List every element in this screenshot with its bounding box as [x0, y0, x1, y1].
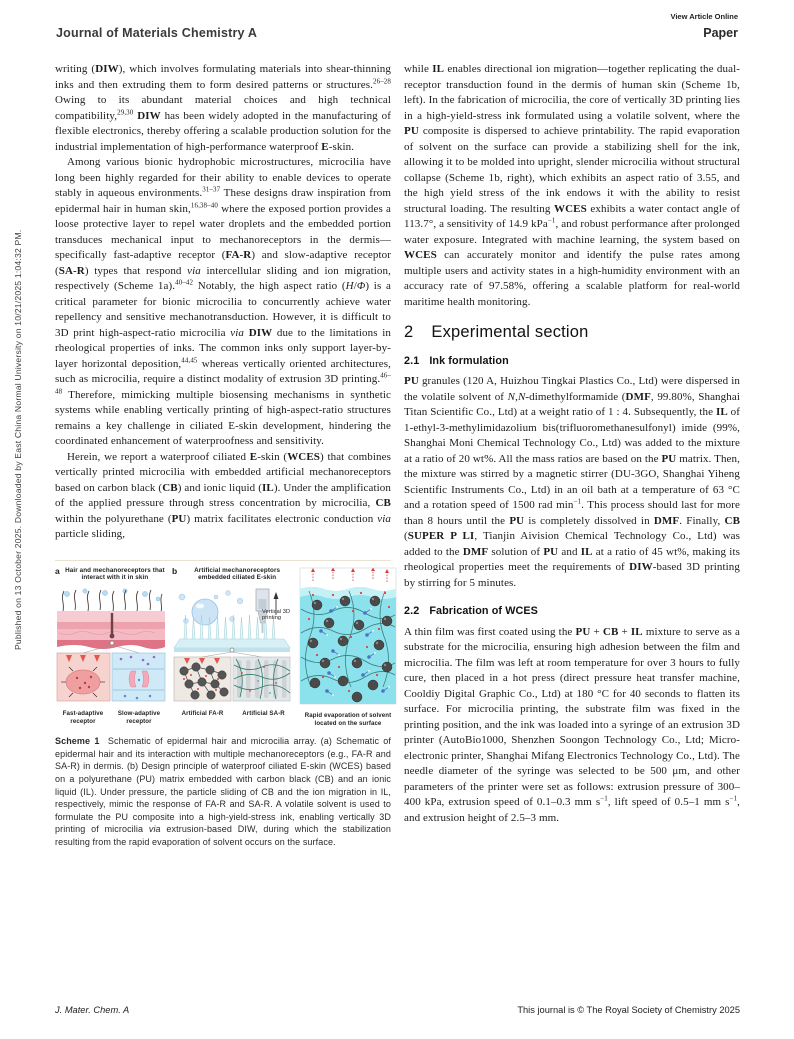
- view-article-online-link[interactable]: View Article Online: [670, 12, 738, 21]
- scheme-panel-b: [172, 567, 294, 728]
- body-paragraph: PU granules (120 A, Huizhou Tingkai Plastics Co., Ltd) were dispersed in the volatile solvent of N,N-dimethylformamide (DMF, 99.80%, Shanghai Titan Scientific Co., Ltd) at a weight ratio of 1 : 4. Subsequently, the IL of 1-ethyl-3-methylimidazolium bis(trifluoromethanesulfonyl) imide (99%, Shanghai Moni Chemical Technology Co., Ltd) was added to the mixture at a ratio of 20 wt%. All the mass ratios are based on the PU matrix. Then, the mixture was stirred by a magnetic stirrer (DU-3GO, Shanghai Yiheng Scientific Instruments Co., Ltd) in an oil bath at a temperature of 63 °C and a rotation speed of 1500 rad $\min^{-1}$. This process should last for more than 8 hours until the PU is completely dissolved in DMF. Finally, CB (SUPER P LI, Tianjin Aivision Chemical Technology Co., Ltd) was added to the DMF solution of PU and IL at a ratio of 45 wt%, making its rheological properties meet the requirements of DIW-based 3D printing by stirring for 5 minutes.: [404, 375, 741, 589]
- scheme-panel-c: [299, 567, 397, 728]
- microcilia-printing-illustration: [172, 587, 294, 705]
- section-title: Experimental section: [431, 323, 589, 341]
- section-2-1-heading: [404, 354, 740, 370]
- body-paragraph: Herein, we report a waterproof ciliated E-skin (WCES) that combines vertically printed microcilia with embedded artificial mechanoreceptors based on carbon black (CB) and ionic liquid (IL). Under the amplification of the applied pressure through stress concentration by microcilia, CB within the polyurethane (PU) matrix facilitates electronic conduction via particle sliding,: [55, 450, 392, 540]
- sidebar-publication-note: Published on 13 October 2025. Downloaded by East China Normal University on 10/21/2025 1:04:32 PM.: [13, 229, 23, 650]
- section-number: 2: [404, 323, 414, 341]
- body-paragraph: writing (DIW), which involves formulating materials into shear-thinning inks and then extruding them to form desired patterns or structures.$^{26-28}$ Owing to its abundant material choices and high technical compatibility,$^{29,30}$ DIW has been widely adopted in the manufacturing of flexible electronics, thereby offering a scalable production solution for the industrial implementation of high-performance waterproof E-skin.: [55, 63, 392, 153]
- section-2-2-heading: [404, 604, 740, 620]
- subsection-title: Fabrication of WCES: [429, 605, 538, 617]
- solvent-evaporation-illustration: [299, 567, 397, 705]
- section-2-heading: [404, 325, 740, 341]
- subsection-number: 2.1: [404, 354, 420, 367]
- artificial-fa-r-label: Artificial FA-R: [181, 710, 224, 717]
- artificial-sa-r-label: Artificial SA-R: [242, 710, 285, 717]
- journal-abbreviation: J. Mater. Chem. A: [55, 1005, 130, 1015]
- body-paragraph: Among various bionic hydrophobic microstructures, microcilia have long been highly regarded for their ability to enable devices to operate stably in aqueous environments.$^{31-37}$ These designs draw inspiration from epidermal hair in human skin,$^{16,38-40}$ where the exposed portion provides a loose protective layer to repel water droplets and the embedded portion transduces mechanical input to mechanoreceptors in the dermis—specifically fast-adaptive receptor (FA-R) and slow-adaptive receptor (SA-R) types that respond via intercellular sliding and ion migration, respectively (Scheme 1a).$^{40-42}$ Notably, the high aspect ratio (H/Φ) is a critical parameter for bionic microcilia to concurrently achieve water repellency and sensitive mechanotransduction. However, it is difficult to 3D print high-aspect-ratio microcilia via DIW due to the limitations in rheological properties of inks. The common inks only support layer-by-layer horizontal deposition,$^{44,45}$ whereas vertically oriented architectures, such as microcilia, require a distinct modality of extrusion 3D printing.$^{46-48}$ Therefore, mimicking multiple biosensing mechanisms in synthetic systems while enabling vertically printing of high-aspect-ratio structures remains a key challenge in ciliated E-skin development, hindering the coordinated enhancement of waterproofness and sensitivity.: [55, 156, 392, 447]
- scheme-panel-a: [55, 567, 167, 728]
- sa-r-label: Slow-adaptive receptor: [117, 710, 161, 725]
- copyright-notice: This journal is © The Royal Society of Chemistry 2025: [517, 1005, 740, 1015]
- panel-b-letter: b: [172, 565, 178, 576]
- skin-hair-illustration: [55, 587, 167, 705]
- panel-a-title: Hair and mechanoreceptors that interact with it in skin: [65, 566, 165, 582]
- body-paragraph: while IL enables directional ion migration—together replicating the dual-receptor transduction found in the dermis of human skin (Scheme 1b, left). In the fabrication of microcilia, the core of vertically 3D printing lies in a high-yield-stress ink formulated using a volatile solvent, where the PU composite is dispersed to achieve printability. The rapid evaporation of solvent on the surface can provide a stabilizing shell for the ink, allowing it to be molded into upright, slender microcilia without structural collapse (Scheme 1b, right), which exhibits an aspect ratio of 3.55, and the high yield stress of the ink endows it with the ability to resist structural loading. The resulting WCES exhibits a water contact angle of 113.7°, a sensitivity of 14.9 kPa$^{-1}$, and robust performance after prolonged water exposure. Integrated with machine learning, the system based on WCES can accurately monitor and identify the pulse rates among multiple users and activity states in a high-humidity environment with an accuracy rate of 97.58%, offering a scalable platform for real-world maritime health monitoring.: [404, 63, 740, 308]
- panel-c-caption: Rapid evaporation of solvent located on the surface: [304, 712, 392, 727]
- fa-r-label: Fast-adaptive receptor: [62, 710, 104, 725]
- scheme-1-caption: Scheme 1 Schematic of epidermal hair and microcilia array. (a) Schematic of epidermal hair and its interaction with multiple mechanoreceptors (e.g., FA-R and SA-R) in dermis. (b) Design principle of waterproof ciliated E-skin (WCES) based on a polyurethane (PU) matrix embedded with carbon black (CB) and an ionic liquid (IL). Under pressure, the particle sliding of CB and the ion migration in IL, respectively, mimic the response of FA-R and SA-R. A volatile solvent is used to formulate the PU composite into a high-yield-stress ink, enabling vertically 3D printing of microcilia via extrusion-based DIW, during which the stabilization resulting from the rapid evaporation of solvent occurs on the surface.: [55, 736, 392, 847]
- subsection-title: Ink formulation: [429, 354, 509, 367]
- subsection-number: 2.2: [404, 605, 420, 617]
- scheme-1-figure: [55, 560, 391, 849]
- body-paragraph: A thin film was first coated using the PU + CB + IL mixture to serve as a substrate for the microcilia, ensuring high adhesion between the film and microcilia. The film was left at room temperature for over 3 hours to fully cure, then placed in a hot press (direct pressure heat transfer machine, Cooldiy Digital Graphic Co., Ltd) at 180 °C for 40 seconds to flatten its surface. For microcilia printing, the substrate film was fixed in the printing position, and the ink was loaded into a syringe of an extrusion 3D printer (AutoBio1000, Shenzhen Soongon Technology Co., Ltd; Micro-electronic printer, Shanghai Mifang Electronics Technology Co., Ltd). The needle diameter of the syringe was selected to be 500 μm, and other parameters of the printer were set as follows: extrusion pressure of 300–400 kPa, extrusion speed of 0.1–0.3 mm $s^{-1}$, lift speed of 0.5–1 mm $s^{-1}$, and extrusion height of 2.5–3 mm.: [404, 625, 740, 824]
- panel-a-letter: a: [55, 565, 60, 576]
- vertical-3d-printing-annotation: Vertical 3D printing: [262, 608, 291, 622]
- left-column: [55, 62, 391, 849]
- journal-title: Journal of Materials Chemistry A: [56, 26, 258, 40]
- right-column: [404, 62, 740, 826]
- article-type-label: Paper: [703, 26, 738, 40]
- panel-b-title: Artificial mechanoreceptors embedded ciliated E-skin: [194, 566, 281, 582]
